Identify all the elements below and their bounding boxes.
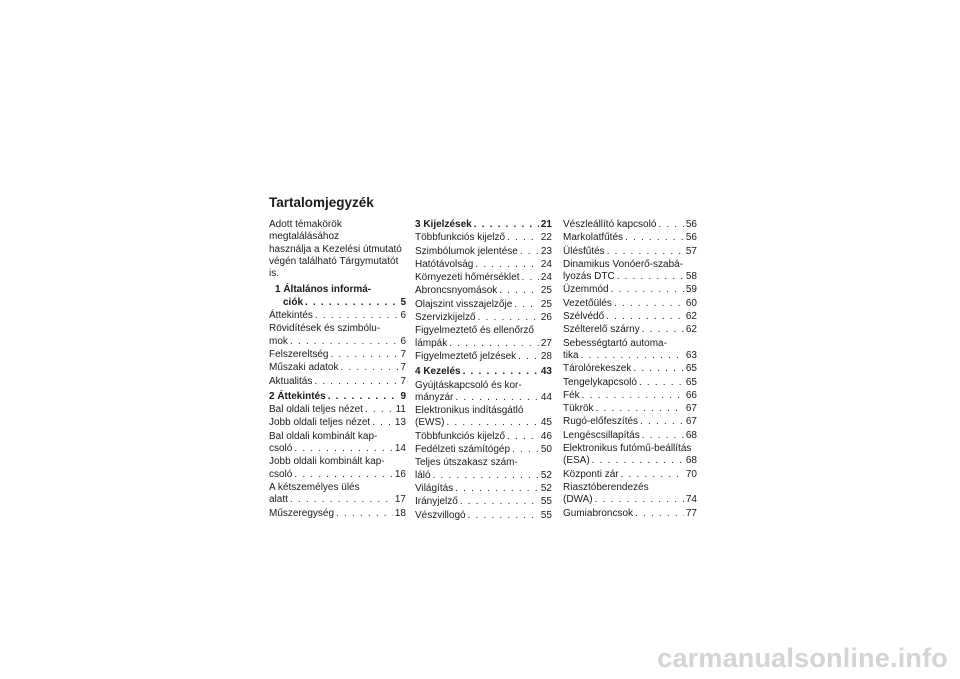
toc-entry-line: [415, 510, 552, 522]
toc-entry-line: [415, 417, 552, 429]
toc-entry-label: láló: [415, 469, 431, 481]
toc-leader-dots: [455, 483, 539, 495]
toc-entry-line: [269, 508, 406, 520]
toc-leader-dots: [581, 350, 684, 362]
toc-leader-dots: [474, 219, 539, 231]
toc-entry-line: [269, 284, 406, 296]
toc-entry[interactable]: [415, 510, 552, 522]
toc-entry-label: Vezetőülés: [563, 297, 612, 309]
toc-entry-label: alatt: [269, 494, 288, 506]
toc-leader-dots: [595, 494, 684, 506]
toc-entry-label: Figyelmeztető és ellenőrző: [415, 325, 534, 337]
toc-entry-line: [415, 325, 552, 337]
toc-entry-line: [269, 391, 406, 403]
toc-entry-label: csoló: [269, 443, 293, 455]
toc-entry-line: [415, 496, 552, 508]
toc-leader-dots: [463, 366, 539, 378]
toc-entry-line: [563, 469, 697, 481]
toc-entry[interactable]: [563, 324, 697, 336]
toc-entry-label: Dinamikus Vonóerő-szabá-: [563, 258, 684, 270]
toc-entry[interactable]: [415, 380, 552, 405]
toc-entry-label: 3 Kijelzések: [415, 219, 472, 230]
toc-leader-dots: [328, 391, 399, 403]
toc-entry[interactable]: [563, 443, 697, 468]
toc-page-number: 44: [540, 391, 552, 403]
toc-entry-label: Szervizkijelző: [415, 312, 476, 324]
toc-leader-dots: [336, 508, 393, 520]
toc-leader-dots: [294, 443, 393, 455]
toc-page-number: 57: [685, 245, 697, 257]
toc-page-number: 67: [685, 416, 697, 428]
toc-entry-label: Aktualitás: [269, 375, 313, 387]
toc-entry-label: Rugó-előfeszítés: [563, 416, 639, 428]
toc-leader-dots: [614, 298, 684, 310]
toc-leader-dots: [514, 299, 539, 311]
toc-entry-label: Áttekintés: [269, 310, 313, 322]
toc-entry-line: [563, 298, 697, 310]
toc-entry[interactable]: [563, 482, 697, 507]
toc-entry-label: mányzár: [415, 391, 454, 403]
toc-leader-dots: [305, 297, 398, 309]
toc-entry-line: [415, 232, 552, 244]
toc-leader-dots: [449, 338, 539, 350]
toc-page-number: 14: [394, 443, 406, 455]
toc-entry-line: [563, 443, 697, 455]
toc-leader-dots: [433, 470, 539, 482]
toc-entry-label: Fék: [563, 389, 580, 401]
intro-text: [269, 219, 406, 280]
toc-leader-dots: [522, 272, 539, 284]
toc-entry-line: [269, 404, 406, 416]
toc-leader-dots: [314, 376, 398, 388]
toc-entry-line: [269, 482, 406, 494]
toc-entry-label: lámpák: [415, 337, 448, 349]
toc-page-number: 55: [540, 496, 552, 508]
toc-entry-line: [415, 338, 552, 350]
toc-page-number: 17: [394, 494, 406, 506]
toc-page-number: 70: [685, 468, 697, 480]
toc-entry-label: Környezeti hőmérséklet: [415, 272, 520, 284]
toc-entry-line: [563, 403, 697, 415]
toc-page-number: 13: [394, 417, 406, 429]
toc-entry-label: Gumiabroncsok: [563, 507, 634, 519]
toc-entry-label: Központi zár: [563, 468, 619, 480]
toc-page-number: 68: [685, 429, 697, 441]
toc-entry-line: [563, 416, 697, 428]
toc-leader-dots: [460, 496, 539, 508]
toc-entry-line: [563, 430, 697, 442]
toc-leader-dots: [455, 392, 539, 404]
toc-entry[interactable]: [269, 362, 406, 374]
toc-leader-dots: [642, 430, 684, 442]
toc-entry[interactable]: [269, 349, 406, 361]
toc-entry-line: [415, 380, 552, 392]
toc-entry[interactable]: [269, 310, 406, 322]
toc-entry[interactable]: [269, 376, 406, 388]
toc-entry-label: Világítás: [415, 482, 454, 494]
toc-page-number: 43: [540, 366, 552, 378]
toc-entry-label: Vészvillogó: [415, 509, 466, 521]
toc-leader-dots: [294, 469, 393, 481]
toc-leader-dots: [518, 351, 539, 363]
toc-leader-dots: [330, 349, 398, 361]
toc-page-number: 65: [685, 363, 697, 375]
toc-leader-dots: [658, 219, 683, 231]
toc-entry-label: mok: [269, 335, 288, 347]
toc-leader-dots: [582, 390, 684, 402]
toc-leader-dots: [290, 494, 393, 506]
toc-entry[interactable]: [563, 298, 697, 310]
toc-entry-line: [563, 246, 697, 258]
toc-leader-dots: [507, 232, 539, 244]
toc-page-number: 16: [394, 468, 406, 480]
toc-entry-line: [415, 272, 552, 284]
toc-entry-label: Tárolórekeszek: [563, 363, 632, 375]
toc-chapter-entry[interactable]: [415, 366, 552, 378]
toc-page-number: 25: [540, 285, 552, 297]
toc-entry[interactable]: [415, 232, 552, 244]
toc-entry-label: Lengéscsillapítás: [563, 429, 640, 441]
toc-page-number: 24: [540, 258, 552, 270]
toc-entry-line: [269, 310, 406, 322]
watermark-logo: carmanualsonline.info: [657, 643, 948, 673]
toc-leader-dots: [635, 508, 684, 520]
toc-entry[interactable]: [563, 469, 697, 481]
toc-entry[interactable]: [563, 219, 697, 231]
toc-leader-dots: [478, 312, 539, 324]
toc-entry-label: Bal oldali kombinált kap-: [269, 430, 378, 442]
toc-entry[interactable]: [415, 444, 552, 456]
toc-entry-line: [415, 246, 552, 258]
toc-chapter-entry[interactable]: [269, 391, 406, 403]
toc-leader-dots: [315, 310, 399, 322]
toc-column-3: [563, 219, 697, 521]
toc-page-number: 26: [540, 312, 552, 324]
toc-page-number: 63: [685, 349, 697, 361]
toc-entry-label: Gyújtáskapcsoló és kor-: [415, 379, 522, 391]
toc-entry-label: (ESA): [563, 455, 590, 467]
toc-entry-label: Olajszint visszajelzője: [415, 298, 513, 310]
toc-entry-line: [563, 232, 697, 244]
toc-page-number: 28: [540, 350, 552, 362]
toc-entry-label: Szimbólumok jelentése: [415, 245, 518, 257]
toc-page-number: 74: [685, 494, 697, 506]
toc-entry[interactable]: [563, 259, 697, 284]
toc-entry-label: (DWA): [563, 494, 593, 506]
toc-entry[interactable]: [269, 323, 406, 348]
toc-entry-line: [415, 483, 552, 495]
toc-entry-label: Figyelmeztető jelzések: [415, 350, 517, 362]
toc-entry[interactable]: [563, 338, 697, 363]
toc-leader-dots: [512, 444, 539, 456]
toc-entry-line: [563, 350, 697, 362]
toc-entry-line: [269, 349, 406, 361]
toc-entry[interactable]: [269, 456, 406, 481]
toc-leader-dots: [633, 363, 684, 375]
toc-leader-dots: [639, 377, 684, 389]
toc-page-number: 56: [685, 232, 697, 244]
toc-entry-line: [269, 456, 406, 468]
toc-leader-dots: [625, 232, 684, 244]
toc-entry-label: Jobb oldali teljes nézet: [269, 417, 371, 429]
toc-entry[interactable]: [415, 246, 552, 258]
toc-entry[interactable]: [563, 246, 697, 258]
toc-leader-dots: [606, 311, 684, 323]
toc-entry-label: lyozás DTC: [563, 271, 615, 283]
toc-entry-line: [269, 443, 406, 455]
toc-entry-label: Elektronikus futómű-beállítás: [563, 443, 692, 455]
toc-entry-label: 4 Kezelés: [415, 366, 461, 378]
toc-entry-label: Ülésfűtés: [563, 245, 605, 257]
toc-entry-line: [563, 324, 697, 336]
toc-entry-label: Hatótávolság: [415, 258, 474, 270]
toc-entry-line: [415, 312, 552, 324]
toc-entry[interactable]: [563, 284, 697, 296]
toc-leader-dots: [507, 431, 539, 443]
toc-entry-label: Fedélzeti számítógép: [415, 444, 511, 456]
toc-entry-label: Teljes útszakasz szám-: [415, 457, 518, 469]
toc-leader-dots: [611, 284, 684, 296]
toc-page-number: 22: [540, 232, 552, 244]
toc-entry[interactable]: [563, 232, 697, 244]
toc-page-number: 45: [540, 417, 552, 429]
toc-entry[interactable]: [415, 312, 552, 324]
toc-entry[interactable]: [563, 390, 697, 402]
toc-page-number: 66: [685, 389, 697, 401]
toc-leader-dots: [372, 417, 393, 429]
toc-entry[interactable]: [415, 285, 552, 297]
toc-entry-line: [563, 259, 697, 271]
toc-entry-line: [269, 417, 406, 429]
toc-entry-label: Felszereltség: [269, 348, 329, 360]
toc-entry-line: [415, 444, 552, 456]
toc-entry[interactable]: [563, 311, 697, 323]
toc-page-number: 18: [394, 507, 406, 519]
toc-entry[interactable]: [563, 416, 697, 428]
toc-entry-label: A kétszemélyes ülés: [269, 481, 360, 493]
toc-entry-line: [269, 323, 406, 335]
toc-entry-label: Szélterelő szárny: [563, 324, 640, 336]
toc-page-number: 6: [400, 310, 406, 322]
toc-entry[interactable]: [563, 403, 697, 415]
toc-page-number: 46: [540, 430, 552, 442]
toc-entry-line: [269, 362, 406, 374]
toc-entry-label: 1 Általános informá-: [275, 284, 372, 296]
toc-entry[interactable]: [415, 351, 552, 363]
toc-page-number: 7: [400, 375, 406, 387]
toc-entry-line: [563, 508, 697, 520]
toc-entry-label: (EWS): [415, 417, 445, 429]
toc-leader-dots: [290, 336, 399, 348]
toc-entry-label: Többfunkciós kijelző: [415, 232, 506, 244]
toc-entry-line: [415, 219, 552, 231]
toc-entry-line: [563, 377, 697, 389]
toc-entry-line: [415, 299, 552, 311]
toc-entry[interactable]: [269, 508, 406, 520]
toc-entry[interactable]: [563, 430, 697, 442]
toc-page-number: 27: [540, 337, 552, 349]
toc-entry-label: ciók: [283, 296, 304, 308]
toc-entry[interactable]: [269, 417, 406, 429]
toc-entry[interactable]: [563, 508, 697, 520]
toc-entry-line: [269, 336, 406, 348]
toc-entry[interactable]: [415, 325, 552, 350]
toc-page-number: 50: [540, 444, 552, 456]
toc-entry[interactable]: [563, 377, 697, 389]
toc-entry-label: Szélvédő: [563, 311, 605, 323]
toc-entry-label: Többfunkciós kijelző: [415, 430, 506, 442]
toc-chapter-entry[interactable]: [269, 284, 406, 309]
toc-entry-label: csoló: [269, 468, 293, 480]
toc-entry-line: [415, 431, 552, 443]
toc-page-number: 67: [685, 403, 697, 415]
toc-entry-label: Tükrök: [563, 403, 594, 415]
toc-page-number: 62: [685, 311, 697, 323]
toc-page-number: 65: [685, 376, 697, 388]
toc-entry-label: tika: [563, 349, 579, 361]
toc-entry-line: [415, 457, 552, 469]
toc-entry-line: [269, 469, 406, 481]
toc-page-number: 52: [540, 469, 552, 481]
toc-page-number: 25: [540, 298, 552, 310]
intro-line: használja a Kezelési útmutató: [269, 243, 402, 255]
toc-page-number: 11: [395, 404, 406, 416]
toc-entry[interactable]: [415, 431, 552, 443]
toc-entry-line: [563, 455, 697, 467]
toc-entry[interactable]: [415, 483, 552, 495]
toc-leader-dots: [468, 510, 539, 522]
toc-page-number: 62: [685, 324, 697, 336]
toc-page-number: 55: [540, 509, 552, 521]
toc-page-number: 60: [685, 297, 697, 309]
toc-page-number: 68: [685, 455, 697, 467]
toc-entry-line: [269, 297, 406, 309]
toc-page-number: 23: [540, 245, 552, 257]
toc-entry[interactable]: [269, 431, 406, 456]
toc-entry-label: Rövidítések és szimbólu-: [269, 323, 381, 335]
toc-entry-label: Sebességtartó automa-: [563, 337, 667, 349]
toc-entry-line: [563, 219, 697, 231]
toc-leader-dots: [642, 324, 684, 336]
toc-entry-label: Tengelykapcsoló: [563, 376, 637, 388]
toc-entry-line: [563, 284, 697, 296]
toc-entry-label: Riasztóberendezés: [563, 481, 649, 493]
toc-leader-dots: [617, 271, 684, 283]
toc-chapter-entry[interactable]: [415, 219, 552, 231]
toc-entry-line: [563, 311, 697, 323]
toc-entry-label: Bal oldali teljes nézet: [269, 404, 363, 416]
toc-page-number: 7: [400, 362, 406, 374]
toc-entry-line: [415, 259, 552, 271]
toc-leader-dots: [607, 246, 684, 258]
toc-leader-dots: [499, 285, 539, 297]
toc-entry-line: [563, 338, 697, 350]
toc-entry-line: [563, 494, 697, 506]
toc-page-number: 52: [540, 482, 552, 494]
intro-line: végén található Tárgymutatót is.: [269, 255, 399, 280]
toc-entry-line: [415, 405, 552, 417]
toc-entry[interactable]: [269, 482, 406, 507]
toc-leader-dots: [475, 259, 539, 271]
toc-page-number: 9: [400, 390, 406, 402]
toc-entries: [415, 219, 552, 522]
toc-entry-line: [269, 376, 406, 388]
toc-entry-line: [415, 351, 552, 363]
toc-entry-line: [415, 470, 552, 482]
toc-entry-line: [415, 366, 552, 378]
toc-entry-label: Elektronikus indításgátló: [415, 405, 524, 417]
toc-entry[interactable]: [415, 405, 552, 430]
toc-entry[interactable]: [563, 363, 697, 375]
toc-entries: [269, 284, 406, 519]
toc-leader-dots: [621, 469, 684, 481]
toc-entry[interactable]: [415, 496, 552, 508]
toc-page-number: 58: [685, 271, 697, 283]
toc-page-number: 59: [685, 284, 697, 296]
toc-entry-label: Abroncsnyomások: [415, 285, 498, 297]
toc-entry-label: Üzemmód: [563, 284, 609, 296]
toc-entry[interactable]: [415, 259, 552, 271]
toc-column-1: [269, 219, 406, 521]
toc-page-number: 77: [685, 507, 697, 519]
toc-entry-label: 2 Áttekintés: [269, 390, 326, 402]
toc-entry-label: Műszeregység: [269, 507, 335, 519]
toc-entry-label: Műszaki adatok: [269, 362, 339, 374]
page-title: Tartalomjegyzék: [269, 195, 374, 210]
toc-leader-dots: [592, 455, 684, 467]
toc-page-number: 7: [400, 348, 406, 360]
toc-entry-line: [269, 494, 406, 506]
toc-leader-dots: [446, 417, 538, 429]
toc-entry[interactable]: [415, 457, 552, 482]
toc-entry-line: [415, 285, 552, 297]
toc-entry-line: [563, 271, 697, 283]
toc-entry-line: [563, 482, 697, 494]
toc-entry-line: [563, 390, 697, 402]
intro-line: Adott témakörök megtalálásához: [269, 219, 342, 243]
toc-entry-label: Markolatfűtés: [563, 232, 624, 244]
toc-leader-dots: [365, 404, 394, 416]
toc-leader-dots: [520, 246, 539, 258]
toc-leader-dots: [640, 416, 684, 428]
toc-entry-line: [415, 392, 552, 404]
toc-entry-label: Irányjelző: [415, 496, 458, 508]
toc-entry-line: [269, 431, 406, 443]
toc-page-number: 6: [400, 335, 406, 347]
toc-entries: [563, 219, 697, 520]
toc-leader-dots: [596, 403, 684, 415]
toc-entry-label: Vészleállító kapcsoló: [563, 219, 657, 230]
toc-page-number: 21: [540, 219, 552, 230]
toc-entry[interactable]: [415, 299, 552, 311]
toc-page-number: 5: [400, 296, 406, 308]
toc-leader-dots: [340, 362, 398, 374]
toc-entry-label: Jobb oldali kombinált kap-: [269, 456, 385, 468]
toc-entry[interactable]: [415, 272, 552, 284]
toc-column-2: [415, 219, 552, 523]
toc-entry-line: [563, 363, 697, 375]
toc-page-number: 56: [685, 219, 697, 230]
toc-page-number: 24: [540, 272, 552, 284]
toc-entry[interactable]: [269, 404, 406, 416]
